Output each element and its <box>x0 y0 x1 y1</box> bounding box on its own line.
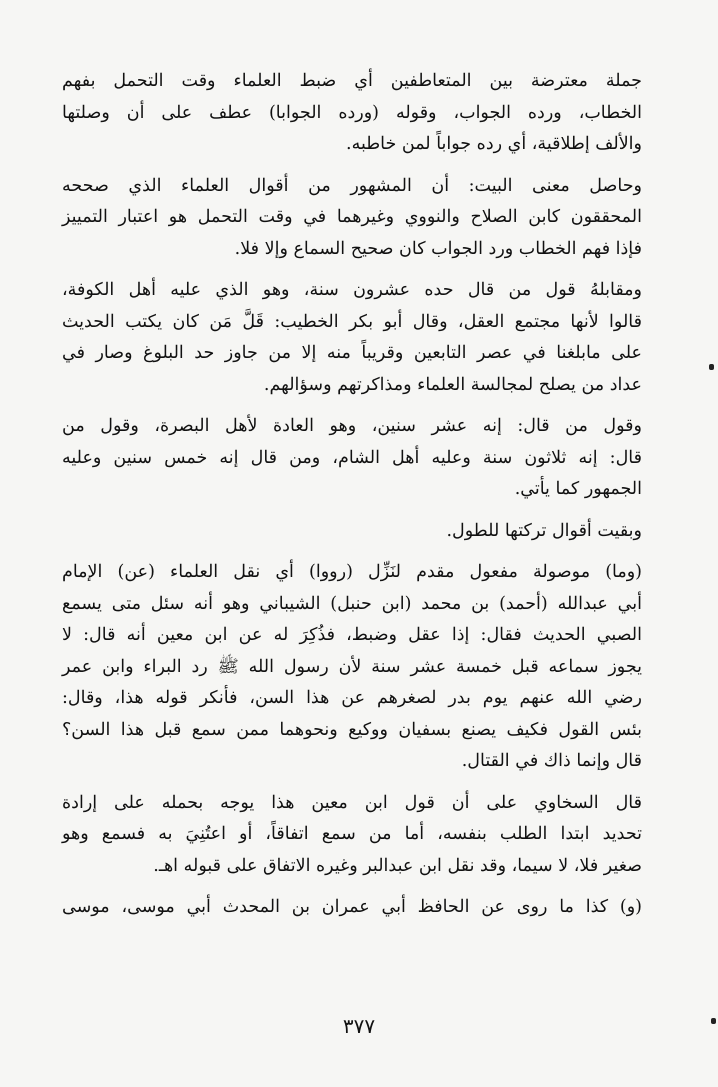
text-line: قال: إنه ثلاثون سنة وعليه أهل الشام، ومن قال إنه خمس سنين وعليه <box>62 447 642 468</box>
text-line: قالوا لأنها مجتمع العقل، وقال أبو بكر الخطيب: قَلَّ مَن كان يكتب الحديث <box>62 311 642 332</box>
text-line: الخطاب، ورده الجواب، وقوله (ورده الجوابا) عطف على أن وصلتها <box>62 102 642 123</box>
text-line: يجوز سماعه قبل خمسة عشر سنة لأن رسول الله ﷺ رد البراء وابن عمر <box>62 656 642 677</box>
text-line: أبي عبدالله (أحمد) بن محمد (ابن حنبل) الشيباني وهو أنه سئل متى يسمع <box>62 593 642 614</box>
text-line: تحديد ابتدا الطلب بنفسه، أما من سمع اتفاقاً، أو اعتُنِيَ به فسمع وهو <box>62 824 642 844</box>
text-line: (و) كذا ما روى عن الحافظ أبي عمران بن المحدث أبي موسى، موسى <box>62 897 642 917</box>
text-line: بئس القول فكيف يصنع بسفيان ووكيع ونحوهما ممن سمع قبل هذا السن؟ <box>62 719 642 740</box>
text-line: المحققون كابن الصلاح والنووي وغيرهما في وقت التحمل هو اعتبار التمييز <box>62 207 642 227</box>
text-line: ومقابلهُ قول من قال حده عشرون سنة، وهو الذي عليه أهل الكوفة، <box>62 280 642 300</box>
text-line: وحاصل معنى البيت: أن المشهور من أقوال العلماء الذي صححه <box>62 175 642 196</box>
text-line: جملة معترضة بين المتعاطفين أي ضبط العلماء وقت التحمل بفهم <box>62 71 642 91</box>
text-line: الجمهور كما يأتي. <box>514 479 642 499</box>
paragraph <box>62 788 642 883</box>
paragraph <box>62 516 642 548</box>
margin-mark <box>709 364 714 370</box>
text-line: رضي الله عنهم يوم بدر لصغرهم عن هذا السن، فأنكر قوله هذا، وقال: <box>62 688 642 708</box>
page-number: ٣٧٧ <box>342 1014 376 1038</box>
paragraph <box>62 66 642 161</box>
paragraph <box>62 171 642 266</box>
text-line: قال وإنما ذاك في القتال. <box>461 751 642 771</box>
text-line: الصبي الحديث فقال: إذا عقل وضبط، فذُكِرَ له عن ابن معين أنه قال: لا <box>62 625 642 645</box>
text-line: صغير فلا، لا سيما، وقد نقل ابن عبدالبر وغيره الاتفاق على قبوله اهـ. <box>153 855 642 876</box>
text-line: قال السخاوي على أن قول ابن معين هذا يوجه بحمله على إرادة <box>62 792 642 813</box>
text-line: (وما) موصولة مفعول مقدم لنَزِّل (رووا) أي نقل العلماء (عن) الإمام <box>62 562 642 582</box>
text-line: وبقيت أقوال تركتها للطول. <box>446 520 642 541</box>
text-line: وقول من قال: إنه عشر سنين، وهو العادة لأهل البصرة، وقول من <box>62 416 642 436</box>
paragraph <box>62 275 642 401</box>
paragraph <box>62 411 642 506</box>
text-line: على مابلغنا في عصر التابعين وقريباً منه إلا من جاوز حد البلوغ وصار في <box>62 343 642 363</box>
paragraph <box>62 892 642 924</box>
text-line: والألف إطلاقية، أي رده جواباً لمن خاطبه. <box>346 134 642 154</box>
margin-mark <box>711 1018 716 1024</box>
paragraph <box>62 557 642 778</box>
text-line: عداد من يصلح لمجالسة العلماء ومذاكرتهم وسؤالهم. <box>263 374 642 395</box>
page-body <box>62 66 642 924</box>
text-line: فإذا فهم الخطاب ورد الجواب كان صحيح السماع وإلا فلا. <box>234 238 642 259</box>
